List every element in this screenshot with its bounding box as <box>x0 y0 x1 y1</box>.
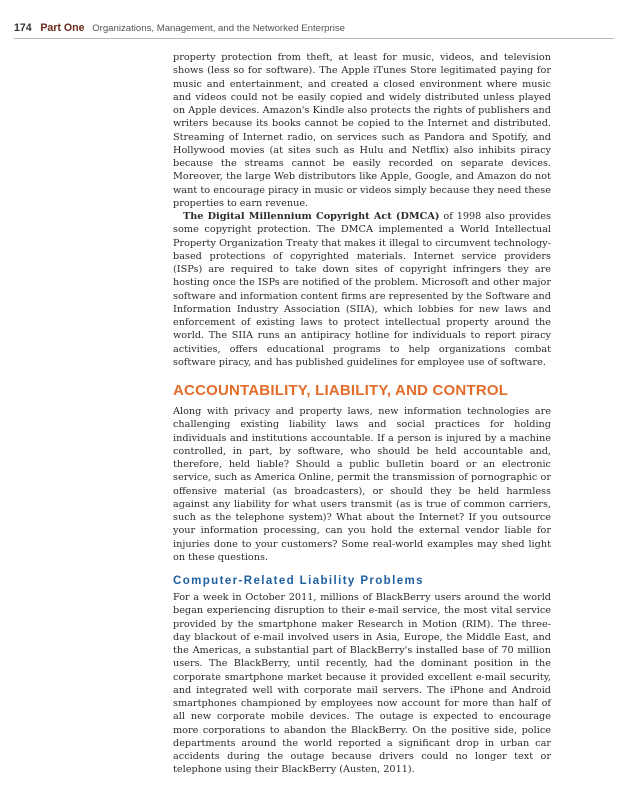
section-heading: ACCOUNTABILITY, LIABILITY, AND CONTROL <box>173 382 509 399</box>
part-title: Organizations, Management, and the Networked Enterprise <box>92 23 345 34</box>
key-term: The Digital Millennium Copyright Act (DMCA) <box>183 211 440 222</box>
body-paragraph: property protection from theft, at least for music, videos, and television shows (less so for software). The Apple iTunes Store legitimated paying for music and entertainment, and created a closed environment where music and videos could not be easily copied and widely distributed unless played on Apple devices. Amazon's Kindle also protects the rights of publishers and writers because its books cannot be copied to the Internet and distributed. Streaming of Internet radio, on services such as Pandora and Spotify, and Hollywood movies (at sites such as Hulu and Netflix) also inhibits piracy because the streams cannot be easily recorded on separate devices. Moreover, the large Web distributors like Apple, Google, and Amazon do not want to encourage piracy in music or videos simply because they need these properties to earn revenue. <box>173 52 551 209</box>
body-paragraph: Along with privacy and property laws, new information technologies are challenging existing liability laws and social practices for holding individuals and institutions accountable. If a person is injured by a machine controlled, in part, by software, who should be held accountable and, therefore, held liable? Should a public bulletin board or an electronic service, such as America Online, permit the transmission of pornographic or offensive material (as broadcasters), or should they be held harmless against any liability for what users transmit (as is true of common carriers, such as the telephone system)? What about the Internet? If you outsource your information processing, can you hold the external vendor liable for injuries done to your customers? Some real-world examples may shed light on these questions. <box>173 406 551 563</box>
part-label: Part One <box>40 22 85 34</box>
body-paragraph-dmca <box>173 210 551 369</box>
running-header <box>14 22 614 39</box>
paragraph-text: of 1998 also provides some copyright protection. The DMCA implemented a World Intellectual Property Organization Treaty that makes it illegal to circumvent technology-based protections of copyrighted materials. Internet service providers (ISPs) are required to take down sites of copyright infringers they are hosting once the ISPs are notified of the problem. Microsoft and other major software and information content firms are represented by the Software and Information Industry Association (SIIA), which lobbies for new laws and enforcement of existing laws to protect intellectual property around the world. The SIIA runs an antipiracy hotline for individuals to report piracy activities, offers educational programs to help organizations combat software piracy, and has published guidelines for employee use of software. <box>173 211 551 368</box>
page-number: 174 <box>14 22 32 34</box>
subsection-heading: Computer-Related Liability Problems <box>173 575 424 587</box>
text-column <box>173 51 551 777</box>
body-paragraph: For a week in October 2011, millions of BlackBerry users around the world began experiencing disruption to their e-mail service, the most vital service provided by the smartphone maker Research in Motion (RIM). The three-day blackout of e-mail involved users in Asia, Europe, the Middle East, and the Americas, a substantial part of BlackBerry's installed base of 70 million users. The BlackBerry, until recently, had the dominant position in the corporate smartphone market because it provided excellent e-mail security, and integrated well with corporate mail servers. The iPhone and Android smartphones championed by employees now account for more than half of all new corporate mobile devices. The outage is expected to encourage more corporations to abandon the BlackBerry. On the positive side, police departments around the world reported a significant drop in urban car accidents during the outage because drivers could no longer text or telephone using their BlackBerry (Austen, 2011). <box>173 592 551 776</box>
